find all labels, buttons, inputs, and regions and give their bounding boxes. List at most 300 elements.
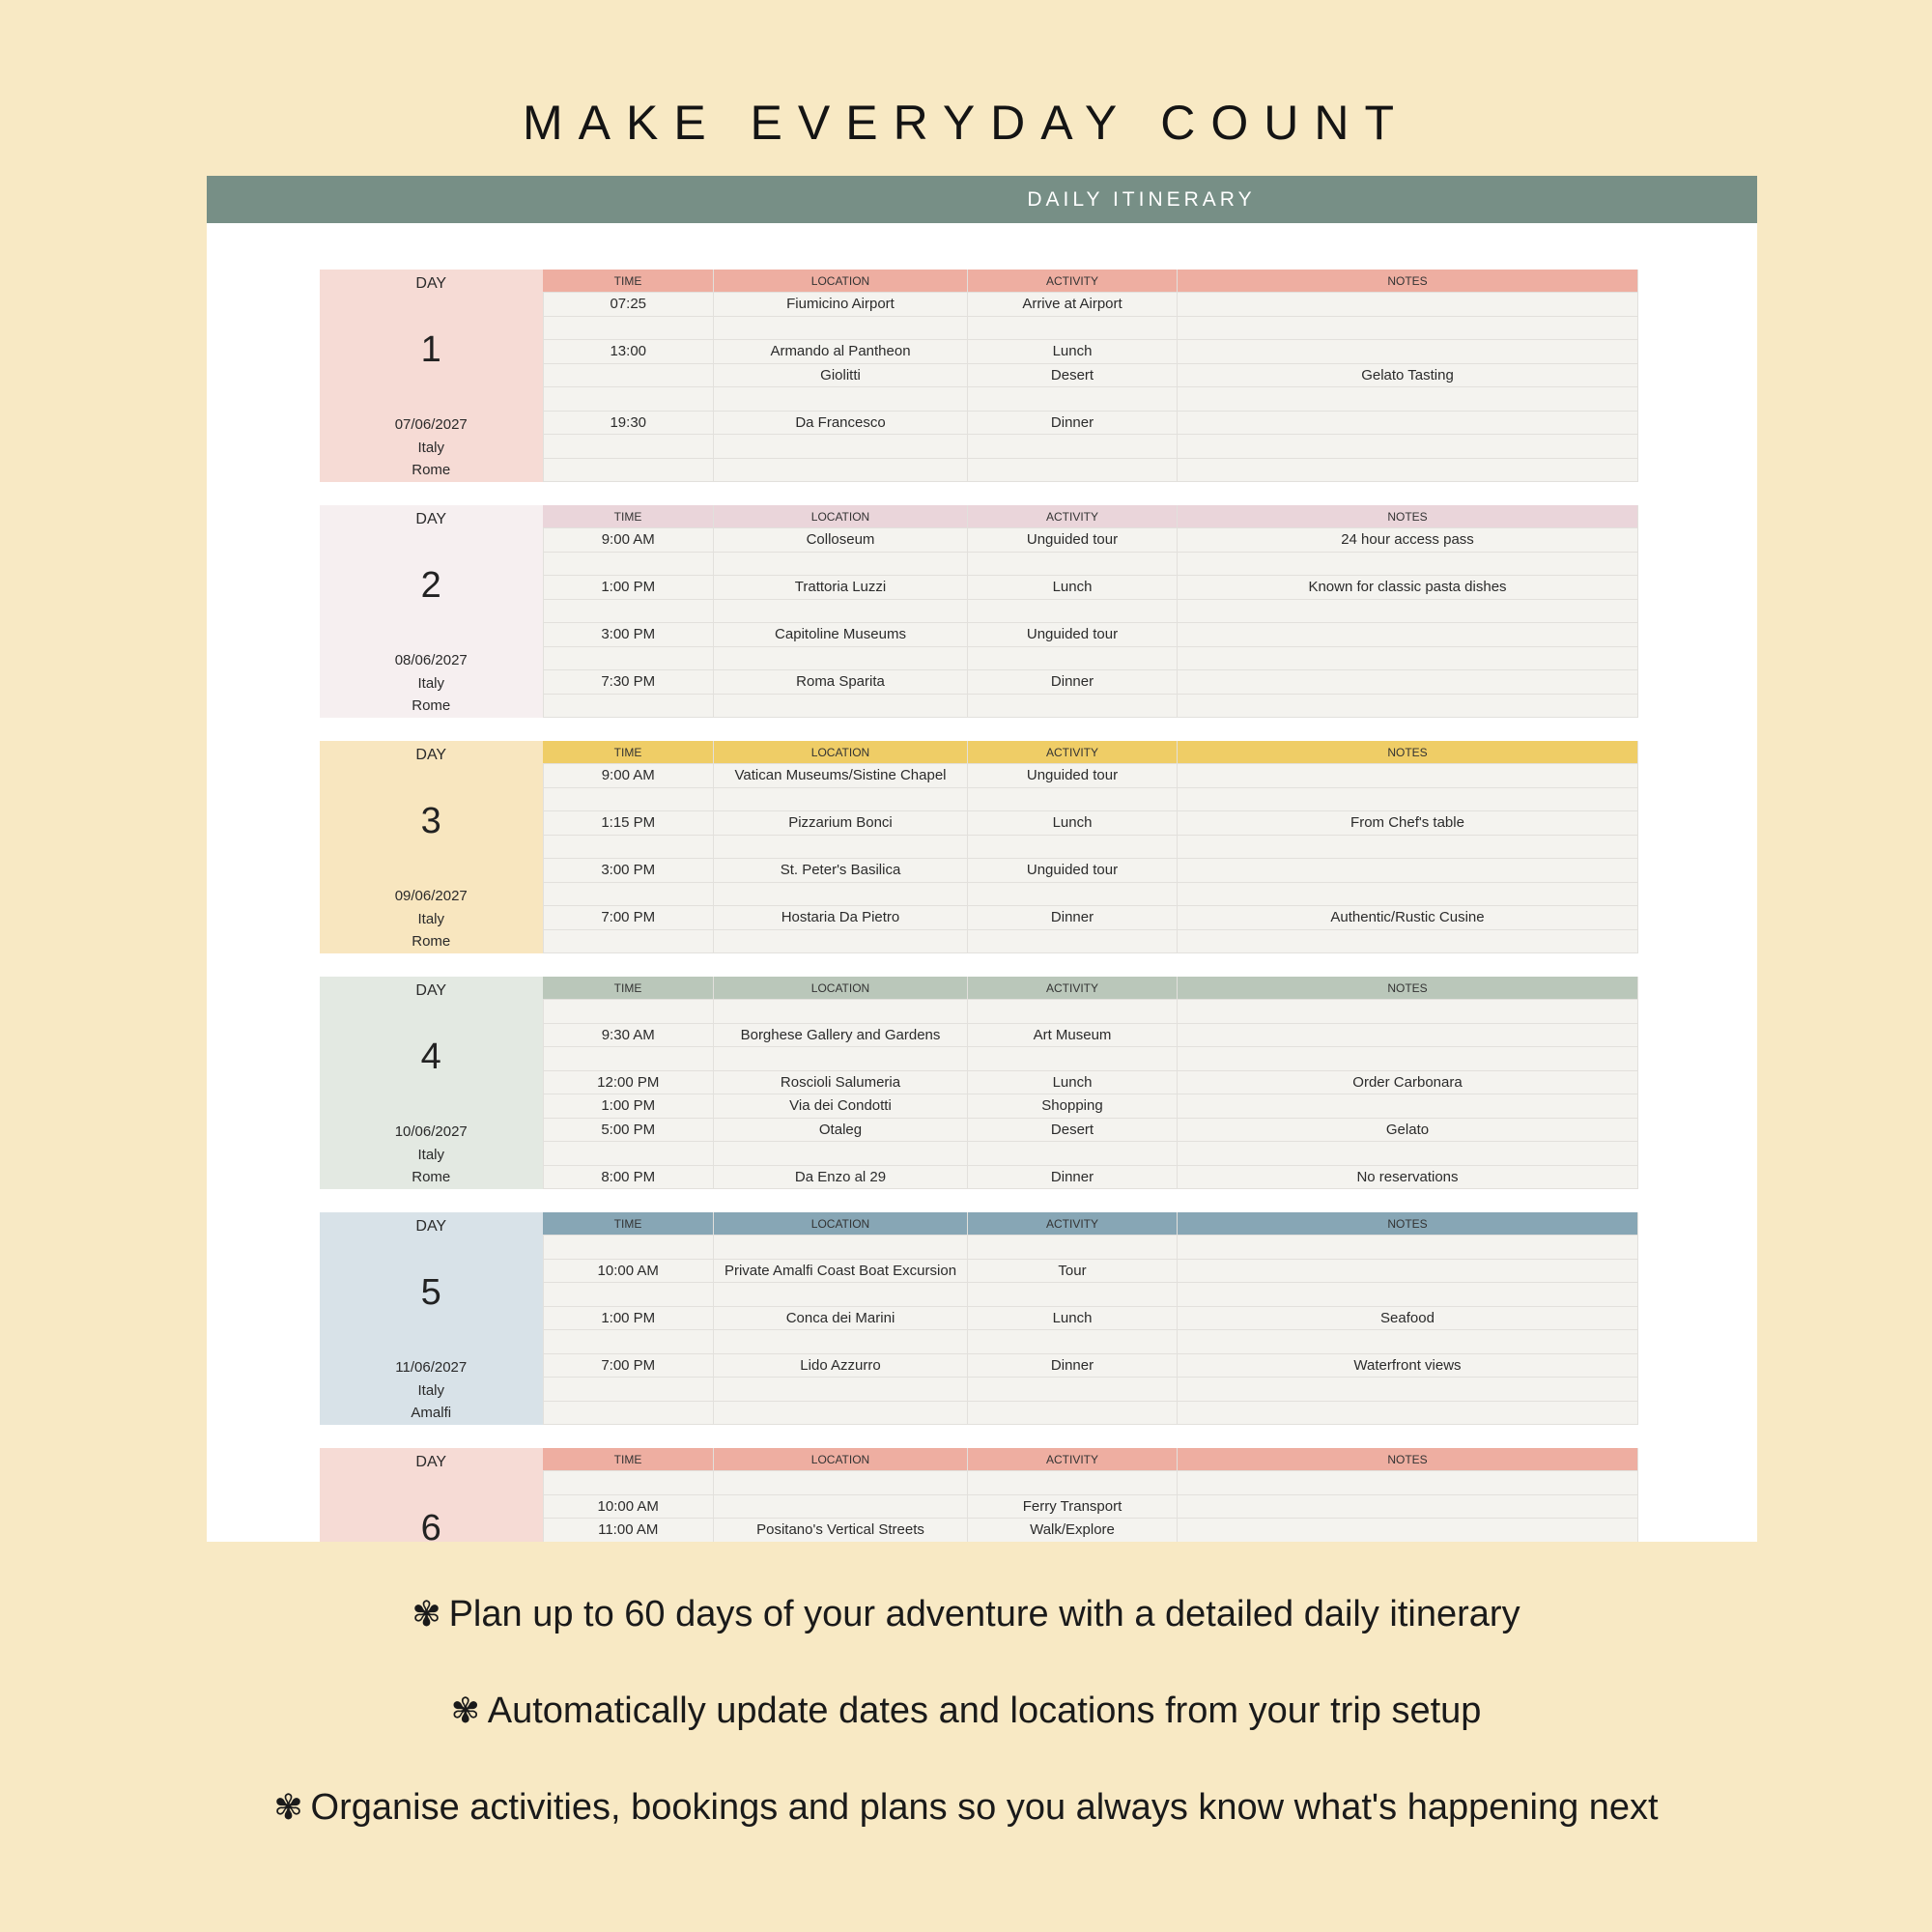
- cell-location[interactable]: Private Amalfi Coast Boat Excursion: [714, 1259, 968, 1283]
- cell-location[interactable]: [714, 694, 968, 718]
- cell-time[interactable]: [543, 316, 714, 340]
- cell-location[interactable]: [714, 646, 968, 670]
- day-city: Rome: [412, 462, 451, 478]
- cell-notes[interactable]: [1178, 411, 1638, 435]
- cell-location[interactable]: [714, 552, 968, 576]
- cell-notes[interactable]: [1178, 787, 1638, 811]
- cell-location[interactable]: Colloseum: [714, 528, 968, 553]
- table-row: [543, 1165, 1638, 1189]
- cell-activity[interactable]: Art Museum: [968, 1023, 1178, 1047]
- cell-activity[interactable]: Unguided tour: [968, 764, 1178, 788]
- cell-time[interactable]: 11:00 AM: [543, 1519, 714, 1543]
- cell-location[interactable]: St. Peter's Basilica: [714, 859, 968, 883]
- cell-activity[interactable]: [968, 694, 1178, 718]
- table-row: [543, 599, 1638, 623]
- column-header-activity: ACTIVITY: [968, 1448, 1178, 1471]
- cell-activity[interactable]: [968, 882, 1178, 906]
- table-row: [543, 670, 1638, 695]
- cell-location[interactable]: Pizzarium Bonci: [714, 811, 968, 836]
- cell-notes[interactable]: 24 hour access pass: [1178, 528, 1638, 553]
- feature-bullet: [0, 1690, 1932, 1732]
- table-row: [543, 387, 1638, 412]
- cell-activity[interactable]: [968, 1378, 1178, 1402]
- cell-activity[interactable]: Dinner: [968, 411, 1178, 435]
- cell-location[interactable]: Vatican Museums/Sistine Chapel: [714, 764, 968, 788]
- cell-time[interactable]: [543, 599, 714, 623]
- table-row: [543, 882, 1638, 906]
- cell-notes[interactable]: [1178, 1000, 1638, 1024]
- cell-notes[interactable]: [1178, 1330, 1638, 1354]
- cell-time[interactable]: 1:00 PM: [543, 576, 714, 600]
- table-row: [543, 1283, 1638, 1307]
- day-date: 10/06/2027: [394, 1123, 468, 1140]
- table-row: [543, 1000, 1638, 1024]
- table-row: [543, 1259, 1638, 1283]
- table-row: [543, 340, 1638, 364]
- day-panel: [320, 270, 543, 482]
- column-header-notes: NOTES: [1178, 977, 1638, 1000]
- table-row: [543, 316, 1638, 340]
- cell-notes[interactable]: Waterfront views: [1178, 1353, 1638, 1378]
- day-block: [320, 505, 1638, 718]
- day-country: Italy: [417, 1146, 444, 1163]
- cell-notes[interactable]: [1178, 340, 1638, 364]
- day-meta: [320, 885, 543, 953]
- cell-time[interactable]: [543, 1236, 714, 1260]
- cell-location[interactable]: [714, 882, 968, 906]
- table-row: [543, 623, 1638, 647]
- table-row: [543, 1494, 1638, 1519]
- cell-location[interactable]: Armando al Pantheon: [714, 340, 968, 364]
- cell-notes[interactable]: [1178, 1047, 1638, 1071]
- cell-notes[interactable]: [1178, 694, 1638, 718]
- table-row: [543, 811, 1638, 836]
- column-header-time: TIME: [543, 505, 714, 528]
- day-table: [543, 977, 1639, 1189]
- day-label: DAY: [415, 982, 447, 999]
- day-table: [543, 741, 1639, 953]
- cell-notes[interactable]: [1178, 1023, 1638, 1047]
- cell-location[interactable]: Conca dei Marini: [714, 1306, 968, 1330]
- cell-activity[interactable]: Lunch: [968, 576, 1178, 600]
- cell-notes[interactable]: Known for classic pasta dishes: [1178, 576, 1638, 600]
- cell-notes[interactable]: [1178, 1471, 1638, 1495]
- table-row: [543, 1236, 1638, 1260]
- cell-time[interactable]: 8:00 PM: [543, 1165, 714, 1189]
- cell-time[interactable]: 7:00 PM: [543, 1353, 714, 1378]
- day-label: DAY: [415, 1218, 447, 1235]
- table-row: [543, 1023, 1638, 1047]
- cell-location[interactable]: [714, 787, 968, 811]
- table-row: [543, 1330, 1638, 1354]
- column-header-location: LOCATION: [714, 977, 968, 1000]
- cell-notes[interactable]: [1178, 458, 1638, 482]
- cell-activity[interactable]: [968, 387, 1178, 412]
- cell-activity[interactable]: Desert: [968, 363, 1178, 387]
- day-table: [543, 1448, 1639, 1542]
- cell-time[interactable]: 9:00 AM: [543, 528, 714, 553]
- day-number: 6: [420, 1508, 441, 1542]
- cell-notes[interactable]: [1178, 859, 1638, 883]
- table-row: [543, 1118, 1638, 1142]
- cell-activity[interactable]: Lunch: [968, 1070, 1178, 1094]
- cell-activity[interactable]: [968, 552, 1178, 576]
- cell-location[interactable]: [714, 929, 968, 953]
- cell-notes[interactable]: [1178, 1401, 1638, 1425]
- cell-time[interactable]: [543, 1378, 714, 1402]
- day-meta: [320, 1356, 543, 1425]
- cell-time[interactable]: [543, 1401, 714, 1425]
- cell-notes[interactable]: [1178, 882, 1638, 906]
- day-date: 08/06/2027: [394, 652, 468, 668]
- cell-activity[interactable]: [968, 646, 1178, 670]
- cell-location[interactable]: Da Enzo al 29: [714, 1165, 968, 1189]
- cell-notes[interactable]: [1178, 1236, 1638, 1260]
- cell-activity[interactable]: [968, 1047, 1178, 1071]
- cell-activity[interactable]: [968, 1000, 1178, 1024]
- column-header-location: LOCATION: [714, 741, 968, 764]
- day-city: Rome: [412, 933, 451, 950]
- column-header-activity: ACTIVITY: [968, 1212, 1178, 1236]
- cell-activity[interactable]: Shopping: [968, 1094, 1178, 1119]
- table-row: [543, 458, 1638, 482]
- cell-notes[interactable]: [1178, 1142, 1638, 1166]
- cell-notes[interactable]: No reservations: [1178, 1165, 1638, 1189]
- cell-location[interactable]: Roscioli Salumeria: [714, 1070, 968, 1094]
- cell-activity[interactable]: [968, 599, 1178, 623]
- cell-time[interactable]: [543, 1000, 714, 1024]
- cell-notes[interactable]: [1178, 1283, 1638, 1307]
- cell-notes[interactable]: [1178, 316, 1638, 340]
- itinerary-sheet: [207, 176, 1757, 1542]
- cell-activity[interactable]: Unguided tour: [968, 623, 1178, 647]
- cell-location[interactable]: [714, 1471, 968, 1495]
- cell-activity[interactable]: Ferry Transport: [968, 1494, 1178, 1519]
- cell-location[interactable]: [714, 435, 968, 459]
- cell-time[interactable]: 5:00 PM: [543, 1118, 714, 1142]
- cell-location[interactable]: [714, 316, 968, 340]
- cell-activity[interactable]: [968, 1401, 1178, 1425]
- feature-bullet: [0, 1787, 1932, 1829]
- cell-time[interactable]: 1:15 PM: [543, 811, 714, 836]
- table-row: [543, 835, 1638, 859]
- cell-notes[interactable]: [1178, 293, 1638, 317]
- day-city: Rome: [412, 1169, 451, 1185]
- day-block: [320, 270, 1638, 482]
- cell-activity[interactable]: Lunch: [968, 340, 1178, 364]
- flower-icon: ✾: [450, 1690, 480, 1730]
- cell-notes[interactable]: Gelato: [1178, 1118, 1638, 1142]
- cell-activity[interactable]: [968, 316, 1178, 340]
- day-country: Italy: [417, 674, 444, 692]
- cell-time[interactable]: [543, 435, 714, 459]
- cell-activity[interactable]: [968, 458, 1178, 482]
- cell-location[interactable]: [714, 1142, 968, 1166]
- column-header-location: LOCATION: [714, 505, 968, 528]
- cell-notes[interactable]: From Chef's table: [1178, 811, 1638, 836]
- table-row: [543, 411, 1638, 435]
- cell-notes[interactable]: [1178, 552, 1638, 576]
- cell-time[interactable]: [543, 1330, 714, 1354]
- feature-bullet-text: Plan up to 60 days of your adventure with a detailed daily itinerary: [448, 1594, 1520, 1634]
- table-row: [543, 1306, 1638, 1330]
- cell-time[interactable]: [543, 387, 714, 412]
- cell-location[interactable]: Giolitti: [714, 363, 968, 387]
- cell-location[interactable]: [714, 1236, 968, 1260]
- day-panel: [320, 505, 543, 718]
- day-country: Italy: [417, 910, 444, 927]
- cell-notes[interactable]: [1178, 1494, 1638, 1519]
- day-table: [543, 505, 1639, 718]
- cell-location[interactable]: Positano's Vertical Streets: [714, 1519, 968, 1543]
- cell-notes[interactable]: [1178, 1378, 1638, 1402]
- day-panel: [320, 977, 543, 1189]
- cell-activity[interactable]: Lunch: [968, 1306, 1178, 1330]
- column-header-activity: ACTIVITY: [968, 505, 1178, 528]
- cell-notes[interactable]: [1178, 764, 1638, 788]
- column-header-time: TIME: [543, 977, 714, 1000]
- cell-location[interactable]: [714, 1330, 968, 1354]
- cell-notes[interactable]: [1178, 1259, 1638, 1283]
- cell-location[interactable]: Via dei Condotti: [714, 1094, 968, 1119]
- column-header-activity: ACTIVITY: [968, 270, 1178, 293]
- cell-time[interactable]: 10:00 AM: [543, 1494, 714, 1519]
- day-number: 3: [420, 801, 441, 841]
- cell-time[interactable]: [543, 458, 714, 482]
- cell-notes[interactable]: [1178, 835, 1638, 859]
- cell-location[interactable]: Fiumicino Airport: [714, 293, 968, 317]
- cell-notes[interactable]: [1178, 929, 1638, 953]
- cell-time[interactable]: [543, 929, 714, 953]
- day-block: [320, 1212, 1638, 1425]
- cell-time[interactable]: 07:25: [543, 293, 714, 317]
- cell-activity[interactable]: Dinner: [968, 906, 1178, 930]
- cell-location[interactable]: Trattoria Luzzi: [714, 576, 968, 600]
- day-panel: [320, 1448, 543, 1542]
- table-header-row: [543, 977, 1638, 1000]
- day-block: [320, 1448, 1638, 1542]
- cell-notes[interactable]: Authentic/Rustic Cusine: [1178, 906, 1638, 930]
- table-row: [543, 576, 1638, 600]
- table-row: [543, 1401, 1638, 1425]
- table-row: [543, 552, 1638, 576]
- cell-activity[interactable]: Unguided tour: [968, 528, 1178, 553]
- table-row: [543, 694, 1638, 718]
- cell-time[interactable]: 9:30 AM: [543, 1023, 714, 1047]
- day-date: 09/06/2027: [394, 888, 468, 904]
- feature-bullet-text: Organise activities, bookings and plans so you always know what's happening next: [310, 1787, 1659, 1828]
- table-row: [543, 646, 1638, 670]
- cell-notes[interactable]: Gelato Tasting: [1178, 363, 1638, 387]
- table-header-row: [543, 1212, 1638, 1236]
- cell-time[interactable]: 1:00 PM: [543, 1094, 714, 1119]
- cell-location[interactable]: [714, 1494, 968, 1519]
- cell-notes[interactable]: [1178, 670, 1638, 695]
- day-number: 2: [420, 565, 441, 606]
- flower-icon: ✾: [412, 1594, 441, 1634]
- column-header-location: LOCATION: [714, 1448, 968, 1471]
- cell-location[interactable]: [714, 599, 968, 623]
- cell-time[interactable]: 7:30 PM: [543, 670, 714, 695]
- cell-location[interactable]: [714, 1378, 968, 1402]
- table-row: [543, 528, 1638, 553]
- cell-location[interactable]: Hostaria Da Pietro: [714, 906, 968, 930]
- cell-activity[interactable]: Desert: [968, 1118, 1178, 1142]
- cell-time[interactable]: 1:00 PM: [543, 1306, 714, 1330]
- table-row: [543, 764, 1638, 788]
- cell-time[interactable]: 3:00 PM: [543, 623, 714, 647]
- cell-notes[interactable]: [1178, 435, 1638, 459]
- table-header-row: [543, 270, 1638, 293]
- cell-location[interactable]: Roma Sparita: [714, 670, 968, 695]
- cell-time[interactable]: [543, 1142, 714, 1166]
- cell-location[interactable]: [714, 835, 968, 859]
- cell-location[interactable]: [714, 1000, 968, 1024]
- day-meta: [320, 1121, 543, 1189]
- cell-time[interactable]: [543, 1283, 714, 1307]
- cell-notes[interactable]: [1178, 599, 1638, 623]
- day-table: [543, 270, 1639, 482]
- cell-activity[interactable]: Dinner: [968, 1353, 1178, 1378]
- column-header-time: TIME: [543, 270, 714, 293]
- table-header-row: [543, 741, 1638, 764]
- day-meta: [320, 413, 543, 482]
- cell-activity[interactable]: [968, 1330, 1178, 1354]
- cell-time[interactable]: [543, 694, 714, 718]
- cell-activity[interactable]: Dinner: [968, 670, 1178, 695]
- day-table: [543, 1212, 1639, 1425]
- cell-time[interactable]: [543, 787, 714, 811]
- column-header-notes: NOTES: [1178, 270, 1638, 293]
- cell-location[interactable]: [714, 1401, 968, 1425]
- cell-notes[interactable]: [1178, 1519, 1638, 1543]
- column-header-activity: ACTIVITY: [968, 741, 1178, 764]
- cell-notes[interactable]: [1178, 1094, 1638, 1119]
- cell-activity[interactable]: [968, 435, 1178, 459]
- cell-location[interactable]: Borghese Gallery and Gardens: [714, 1023, 968, 1047]
- cell-location[interactable]: [714, 1283, 968, 1307]
- cell-activity[interactable]: [968, 929, 1178, 953]
- day-label: DAY: [415, 511, 447, 527]
- cell-time[interactable]: [543, 552, 714, 576]
- cell-time[interactable]: 13:00: [543, 340, 714, 364]
- day-number: 4: [420, 1037, 441, 1077]
- cell-time[interactable]: [543, 882, 714, 906]
- cell-time[interactable]: [543, 646, 714, 670]
- cell-notes[interactable]: [1178, 623, 1638, 647]
- cell-time[interactable]: [543, 835, 714, 859]
- cell-activity[interactable]: Tour: [968, 1259, 1178, 1283]
- sheet-header: DAILY ITINERARY: [207, 176, 1757, 223]
- column-header-location: LOCATION: [714, 1212, 968, 1236]
- cell-location[interactable]: [714, 387, 968, 412]
- cell-location[interactable]: Da Francesco: [714, 411, 968, 435]
- cell-time[interactable]: 9:00 AM: [543, 764, 714, 788]
- cell-time[interactable]: 19:30: [543, 411, 714, 435]
- day-city: Amalfi: [411, 1405, 452, 1421]
- cell-location[interactable]: Capitoline Museums: [714, 623, 968, 647]
- cell-location[interactable]: Lido Azzurro: [714, 1353, 968, 1378]
- table-row: [543, 363, 1638, 387]
- table-row: [543, 1070, 1638, 1094]
- column-header-activity: ACTIVITY: [968, 977, 1178, 1000]
- table-row: [543, 1142, 1638, 1166]
- day-date: 07/06/2027: [394, 416, 468, 433]
- cell-activity[interactable]: Lunch: [968, 811, 1178, 836]
- column-header-notes: NOTES: [1178, 1212, 1638, 1236]
- table-row: [543, 1471, 1638, 1495]
- cell-location[interactable]: [714, 458, 968, 482]
- day-date: 11/06/2027: [395, 1359, 468, 1376]
- column-header-time: TIME: [543, 741, 714, 764]
- cell-time[interactable]: [543, 1471, 714, 1495]
- table-row: [543, 1378, 1638, 1402]
- table-row: [543, 929, 1638, 953]
- day-country: Italy: [417, 1381, 444, 1399]
- column-header-time: TIME: [543, 1212, 714, 1236]
- cell-location[interactable]: [714, 1047, 968, 1071]
- day-label: DAY: [415, 275, 447, 292]
- cell-activity[interactable]: [968, 1142, 1178, 1166]
- cell-activity[interactable]: Arrive at Airport: [968, 293, 1178, 317]
- cell-time[interactable]: 3:00 PM: [543, 859, 714, 883]
- cell-notes[interactable]: [1178, 387, 1638, 412]
- cell-location[interactable]: Otaleg: [714, 1118, 968, 1142]
- table-row: [543, 906, 1638, 930]
- cell-activity[interactable]: Walk/Explore: [968, 1519, 1178, 1543]
- table-row: [543, 1353, 1638, 1378]
- table-row: [543, 1094, 1638, 1119]
- cell-activity[interactable]: Dinner: [968, 1165, 1178, 1189]
- cell-activity[interactable]: [968, 1283, 1178, 1307]
- cell-activity[interactable]: [968, 1471, 1178, 1495]
- cell-notes[interactable]: Order Carbonara: [1178, 1070, 1638, 1094]
- day-panel: [320, 741, 543, 953]
- column-header-notes: NOTES: [1178, 505, 1638, 528]
- feature-bullet-text: Automatically update dates and locations from your trip setup: [487, 1690, 1482, 1731]
- day-block: [320, 977, 1638, 1189]
- table-row: [543, 1047, 1638, 1071]
- day-country: Italy: [417, 439, 444, 456]
- day-meta: [320, 649, 543, 718]
- cell-activity[interactable]: Unguided tour: [968, 859, 1178, 883]
- day-number: 1: [420, 329, 441, 370]
- cell-time[interactable]: [543, 363, 714, 387]
- cell-time[interactable]: 10:00 AM: [543, 1259, 714, 1283]
- column-header-notes: NOTES: [1178, 741, 1638, 764]
- table-row: [543, 787, 1638, 811]
- table-header-row: [543, 1448, 1638, 1471]
- cell-activity[interactable]: [968, 835, 1178, 859]
- table-row: [543, 293, 1638, 317]
- table-row: [543, 1519, 1638, 1543]
- cell-time[interactable]: [543, 1047, 714, 1071]
- cell-activity[interactable]: [968, 1236, 1178, 1260]
- day-label: DAY: [415, 1454, 447, 1470]
- column-header-location: LOCATION: [714, 270, 968, 293]
- flower-icon: ✾: [273, 1787, 303, 1827]
- table-header-row: [543, 505, 1638, 528]
- cell-notes[interactable]: [1178, 646, 1638, 670]
- day-panel: [320, 1212, 543, 1425]
- cell-activity[interactable]: [968, 787, 1178, 811]
- day-city: Rome: [412, 697, 451, 714]
- day-number: 5: [420, 1272, 441, 1313]
- cell-notes[interactable]: Seafood: [1178, 1306, 1638, 1330]
- table-row: [543, 859, 1638, 883]
- cell-time[interactable]: 7:00 PM: [543, 906, 714, 930]
- cell-time[interactable]: 12:00 PM: [543, 1070, 714, 1094]
